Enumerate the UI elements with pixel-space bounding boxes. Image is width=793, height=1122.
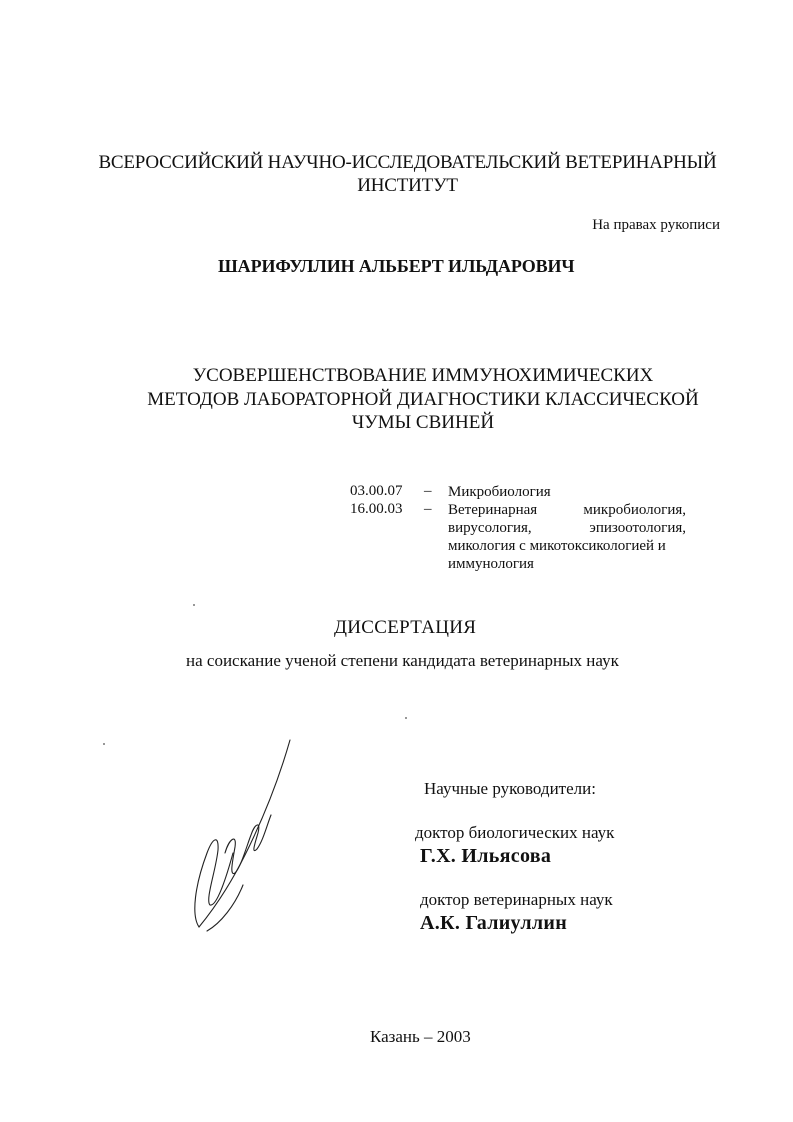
supervisor-2-name: А.К. Галиуллин: [420, 912, 568, 934]
specialty-name-2-line-3: микология с микотоксикологией и: [448, 538, 666, 554]
city-year: Казань – 2003: [370, 1027, 471, 1046]
specialty-name-2-line-1: Ветеринарная микробиология,: [448, 502, 686, 518]
scan-speck: [103, 743, 105, 745]
supervisor-2-rank: доктор ветеринарных наук: [420, 890, 613, 909]
institution-name-line-2: ИНСТИТУТ: [357, 175, 458, 196]
scan-speck: [193, 604, 195, 606]
thesis-title-line-2: МЕТОДОВ ЛАБОРАТОРНОЙ ДИАГНОСТИКИ КЛАССИЧЕСКОЙ: [147, 389, 699, 410]
specialty-name-2-line-2: вирусология, эпизоотология,: [448, 520, 686, 536]
document-type: ДИССЕРТАЦИЯ: [334, 617, 477, 638]
supervisors-heading: Научные руководители:: [424, 779, 596, 798]
specialty-name-2: [448, 501, 686, 573]
specialty-code-2: 16.00.03: [350, 501, 403, 517]
specialty-dash-1: –: [424, 483, 432, 499]
author-name: ШАРИФУЛЛИН АЛЬБЕРТ ИЛЬДАРОВИЧ: [218, 256, 575, 276]
supervisor-1-name: Г.Х. Ильясова: [420, 845, 552, 867]
scan-speck: [405, 717, 407, 719]
specialty-name-1: [448, 483, 686, 501]
institution-name-line-1: ВСЕРОССИЙСКИЙ НАУЧНО-ИССЛЕДОВАТЕЛЬСКИЙ ВЕТЕРИНАРНЫЙ: [98, 152, 717, 173]
degree-line: на соискание ученой степени кандидата ветеринарных наук: [186, 651, 619, 670]
specialty-name-2-line-4: иммунология: [448, 556, 534, 572]
thesis-title-line-3: ЧУМЫ СВИНЕЙ: [351, 412, 495, 433]
thesis-title-line-1: УСОВЕРШЕНСТВОВАНИЕ ИММУНОХИМИЧЕСКИХ: [192, 365, 654, 386]
specialty-code-1: 03.00.07: [350, 483, 403, 499]
supervisor-1-rank: доктор биологических наук: [415, 823, 615, 842]
handwritten-signature: [185, 735, 305, 935]
specialty-dash-2: –: [424, 501, 432, 517]
specialty-name-1-line: Микробиология: [448, 484, 551, 500]
rights-note: На правах рукописи: [592, 217, 720, 233]
